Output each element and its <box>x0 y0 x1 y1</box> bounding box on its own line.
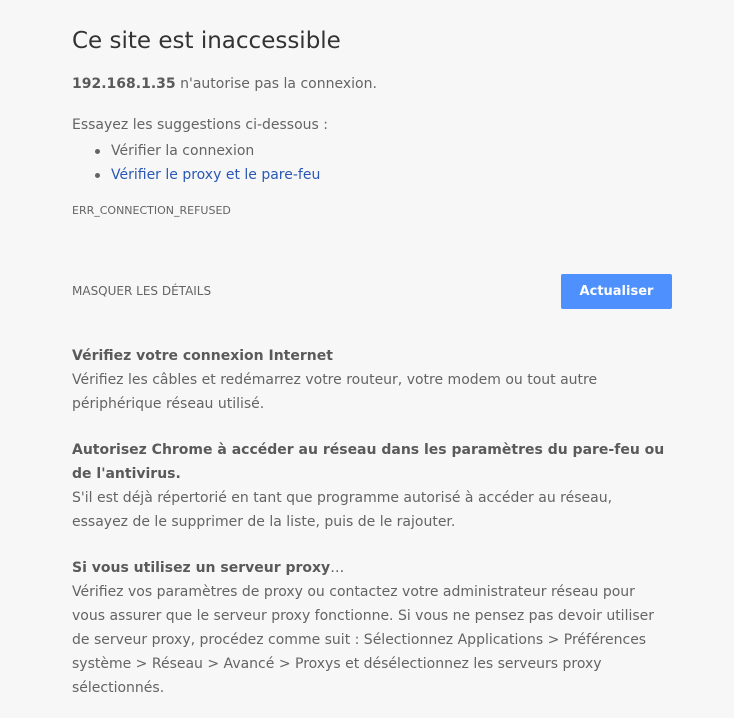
connection-message <box>72 76 377 92</box>
error-code: ERR_CONNECTION_REFUSED <box>72 204 231 217</box>
suggestions-heading: Essayez les suggestions ci-dessous : <box>72 117 328 133</box>
details-body: S'il est déjà répertorié en tant que programme autorisé à accéder au réseau, essayez de le supprimer de la liste, puis de le rajouter. <box>72 490 613 530</box>
suggestion-check-proxy-firewall-link[interactable]: Vérifier le proxy et le pare-feu <box>72 163 320 187</box>
hide-details-button[interactable]: MASQUER LES DÉTAILS <box>72 284 212 298</box>
details-heading-text: Autorisez Chrome à accéder au réseau dans les paramètres du pare-feu ou de l'antivirus. <box>72 442 665 482</box>
host-address: 192.168.1.35 <box>72 76 176 92</box>
details-heading-text: Vérifiez votre connexion Internet <box>72 348 333 364</box>
details-body: Vérifiez les câbles et redémarrez votre routeur, votre modem ou tout autre périphérique réseau utilisé. <box>72 372 598 412</box>
details-section-proxy <box>72 556 672 700</box>
details-heading-text: Si vous utilisez un serveur proxy <box>72 560 331 576</box>
details-heading <box>72 344 672 368</box>
suggestion-check-connection: Vérifier la connexion <box>72 139 320 163</box>
details-body: Vérifiez vos paramètres de proxy ou contactez votre administrateur réseau pour vous assurer que le serveur proxy fonctionne. Si vous ne pensez pas devoir utiliser de serveur proxy, procédez comme suit : Sélectionnez Applications > Préférences système > Réseau > Avancé > Proxys et désélectionnez les serveurs proxy sélectionnés. <box>72 584 655 696</box>
page-title: Ce site est inaccessible <box>72 28 341 54</box>
details-heading <box>72 556 672 580</box>
reload-button[interactable]: Actualiser <box>561 274 672 309</box>
details-heading <box>72 438 672 486</box>
details-section-firewall <box>72 438 672 534</box>
details-heading-ellipsis: … <box>330 560 345 576</box>
details-section-connection <box>72 344 672 416</box>
connection-message-text: n'autorise pas la connexion. <box>175 76 377 92</box>
suggestions-list <box>72 139 320 187</box>
